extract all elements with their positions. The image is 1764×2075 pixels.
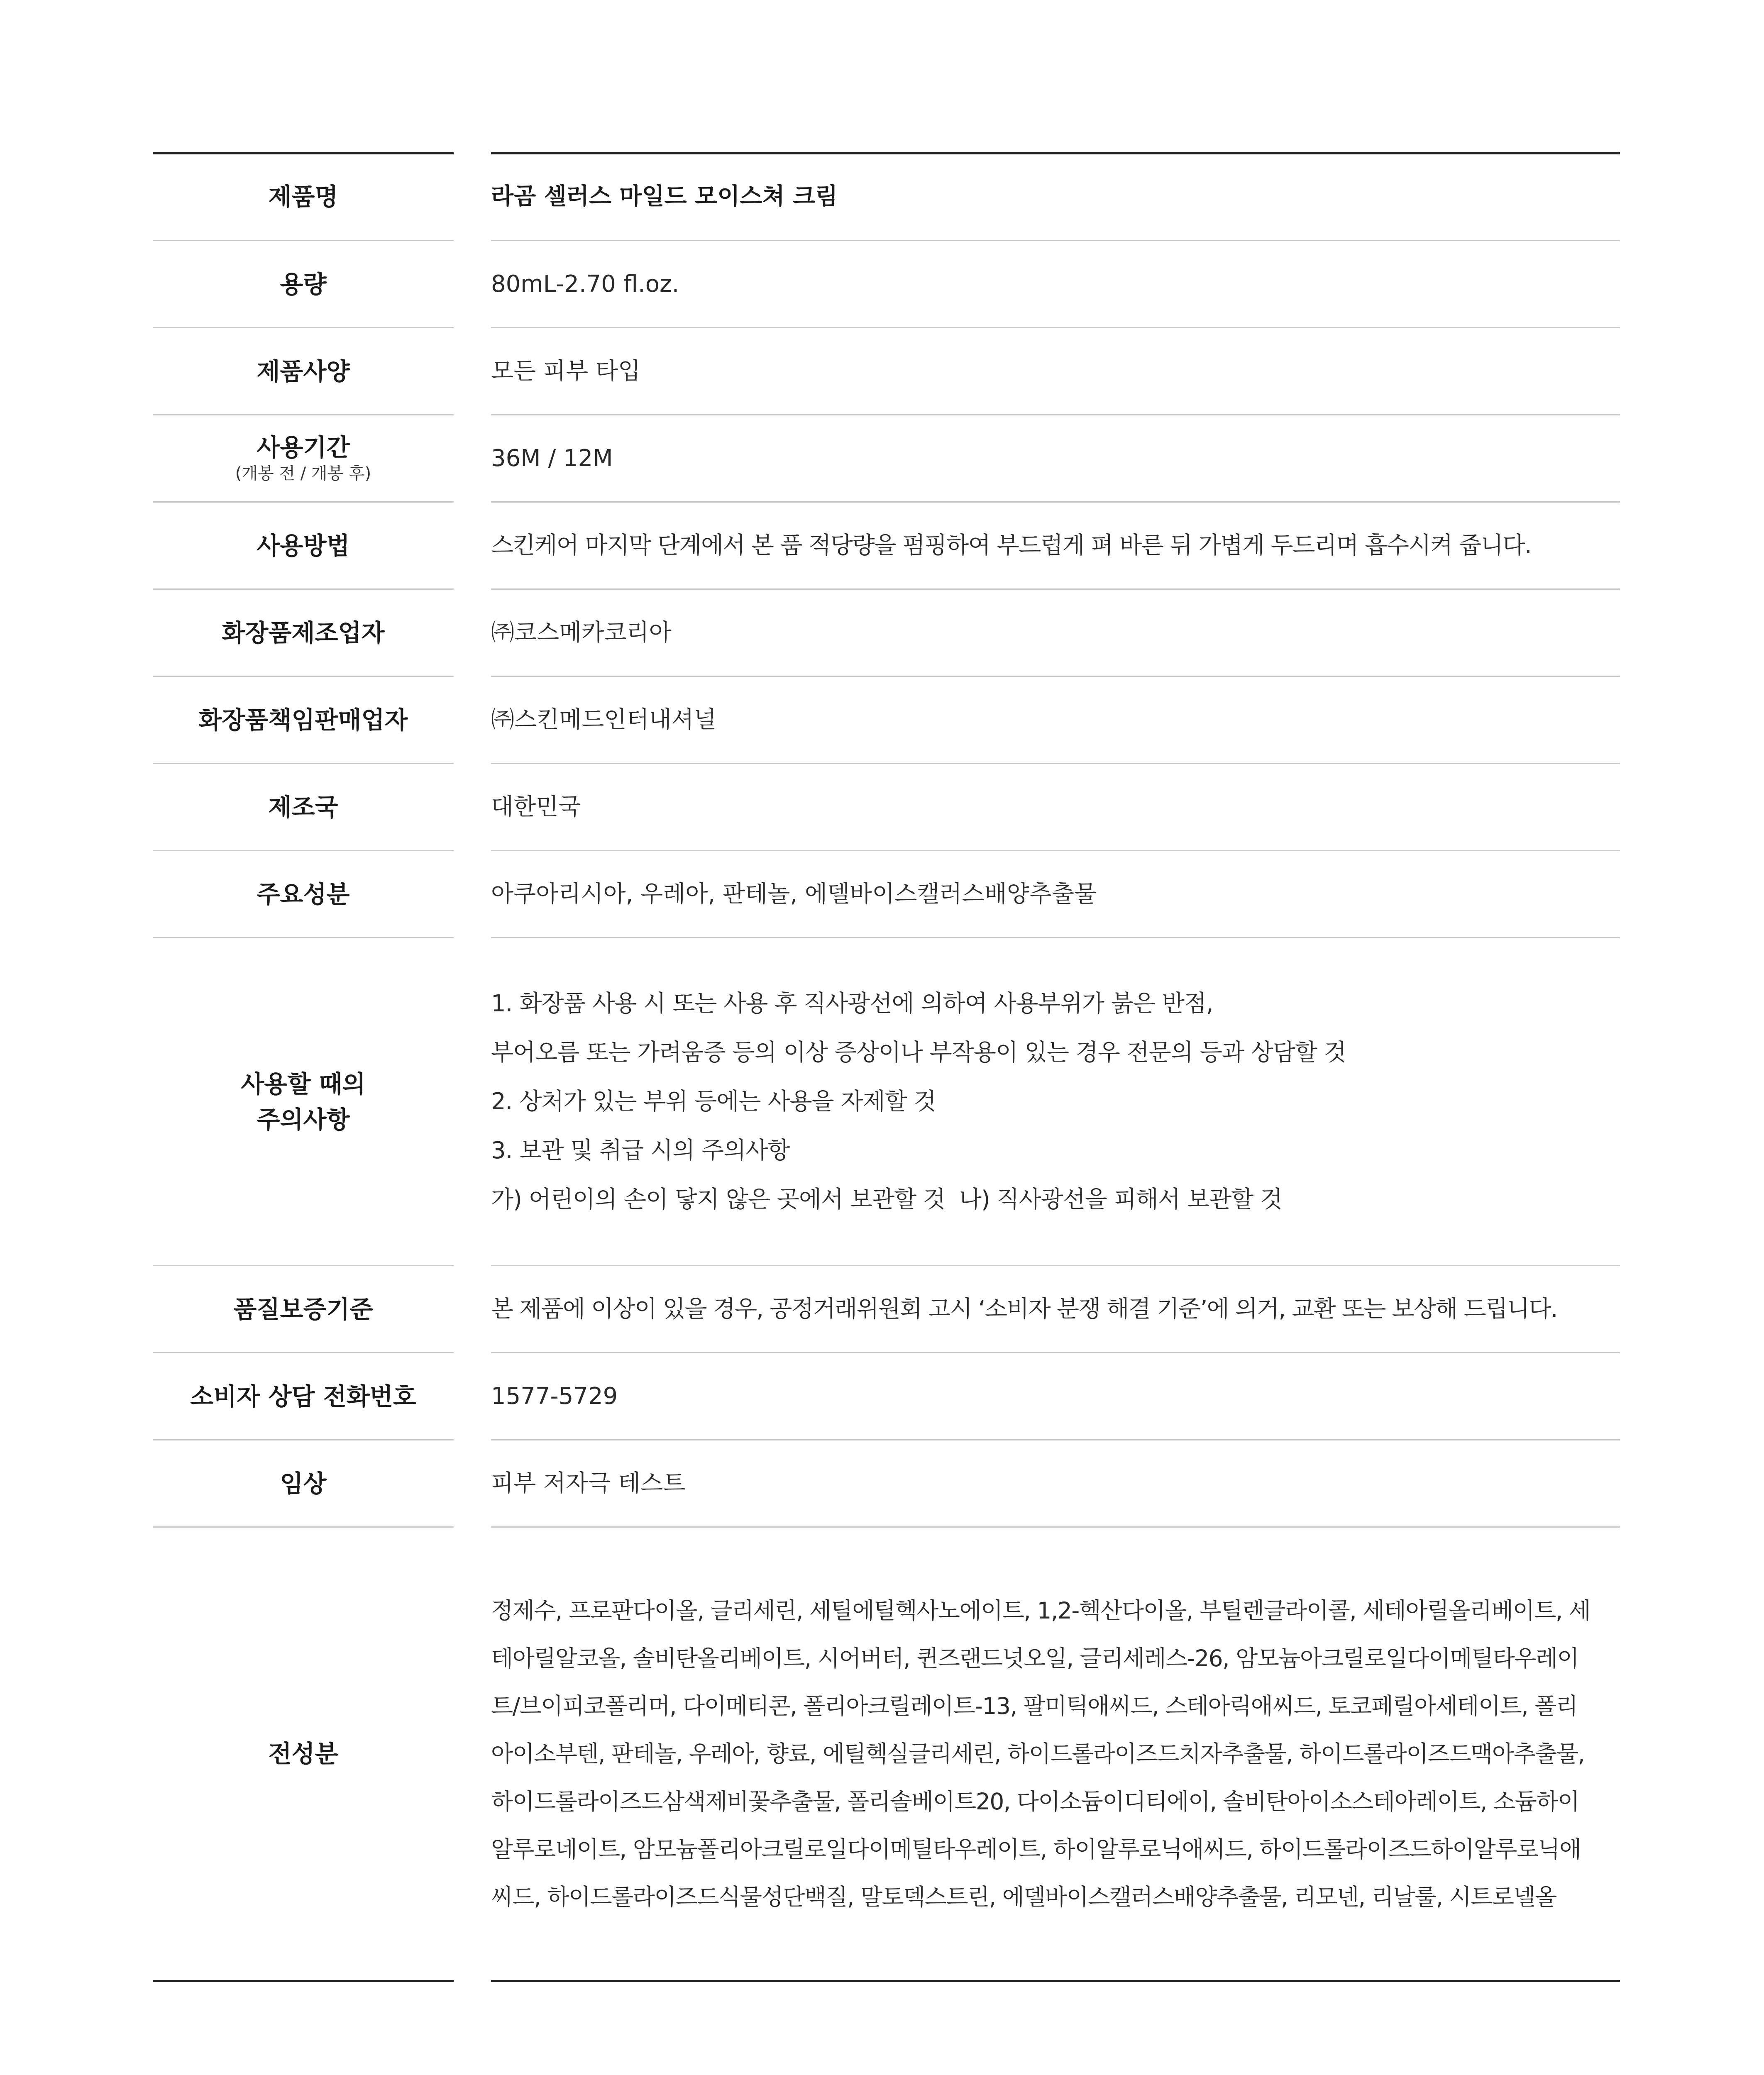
value-text: 1577-5729	[491, 1382, 618, 1410]
row-manufacturer	[0, 590, 1764, 676]
label-text: 임상	[280, 1469, 327, 1498]
row-product-name	[0, 154, 1764, 240]
row-usage-period	[0, 415, 1764, 501]
row-value	[491, 677, 1620, 763]
row-value	[491, 851, 1620, 937]
ingredient-line: 아이소부텐, 판테놀, 우레아, 향료, 에틸헥실글리세린, 하이드롤라이즈드치자추출물, 하이드롤라이즈드맥아추출물,	[491, 1740, 1585, 1767]
value-text: 대한민국	[491, 793, 581, 820]
row-volume	[0, 241, 1764, 327]
row-value	[491, 154, 1620, 240]
value-text: ㈜코스메카코리아	[491, 619, 672, 646]
table-bottom-rule-left	[153, 1980, 454, 1982]
label-text: 품질보증기준	[233, 1295, 373, 1323]
label-text: 화장품제조업자	[222, 618, 385, 647]
ingredient-line: 테아릴알코올, 솔비탄올리베이트, 시어버터, 퀸즈랜드넛오일, 글리세레스-26, 암모늄아크릴로일다이메틸타우레이	[491, 1645, 1579, 1672]
label-subtext: (개봉 전 / 개봉 후)	[235, 464, 371, 483]
row-spec	[0, 328, 1764, 414]
row-label	[153, 851, 454, 937]
label-text: 사용할 때의	[241, 1069, 366, 1098]
row-value	[491, 1440, 1620, 1526]
value-text: 피부 저자극 테스트	[491, 1470, 686, 1497]
row-full-ingredients	[0, 1528, 1764, 1980]
row-usage-method	[0, 503, 1764, 588]
precaution-line: 3. 보관 및 취급 시의 주의사항	[491, 1137, 790, 1164]
value-text: 라곰 셀러스 마일드 모이스쳐 크림	[491, 183, 838, 210]
precaution-line: 1. 화장품 사용 시 또는 사용 후 직사광선에 의하여 사용부위가 붉은 반점,	[491, 990, 1213, 1017]
row-value	[491, 590, 1620, 676]
row-label	[153, 503, 454, 588]
row-value	[491, 328, 1620, 414]
value-text: 아쿠아리시아, 우레아, 판테놀, 에델바이스캘러스배양추출물	[491, 880, 1097, 908]
row-quality-standard	[0, 1266, 1764, 1352]
label-text: 화장품책임판매업자	[198, 706, 408, 734]
label-text: 제조국	[268, 793, 338, 821]
row-label	[153, 1266, 454, 1352]
label-text: 주요성분	[257, 880, 350, 908]
precaution-line: 2. 상처가 있는 부위 등에는 사용을 자제할 것	[491, 1088, 936, 1115]
label-text: 사용방법	[257, 531, 350, 560]
row-value	[491, 241, 1620, 327]
row-distributor	[0, 677, 1764, 763]
ingredient-line: 하이드롤라이즈드삼색제비꽃추출물, 폴리솔베이트20, 다이소듐이디티에이, 솔비탄아이소스테아레이트, 소듐하이	[491, 1788, 1579, 1815]
row-label	[153, 938, 454, 1265]
label-text: 제품명	[268, 183, 338, 211]
label-text: 제품사양	[257, 357, 350, 386]
value-text: 스킨케어 마지막 단계에서 본 품 적당량을 펌핑하여 부드럽게 펴 바른 뒤 가볍게 두드리며 흡수시켜 줍니다.	[491, 532, 1532, 559]
value-text: 36M / 12M	[491, 444, 613, 472]
ingredient-line: 트/브이피코폴리머, 다이메티콘, 폴리아크릴레이트-13, 팔미틱애씨드, 스테아릭애씨드, 토코페릴아세테이트, 폴리	[491, 1692, 1578, 1719]
row-clinical	[0, 1440, 1764, 1526]
row-consumer-phone	[0, 1353, 1764, 1439]
row-label	[153, 1528, 454, 1980]
value-text: 본 제품에 이상이 있을 경우, 공정거래위원회 고시 ‘소비자 분쟁 해결 기준’에 의거, 교환 또는 보상해 드립니다.	[491, 1295, 1557, 1323]
row-precautions	[0, 938, 1764, 1265]
row-label	[153, 1353, 454, 1439]
ingredient-line: 정제수, 프로판다이올, 글리세린, 세틸에틸헥사노에이트, 1,2-헥산다이올, 부틸렌글라이콜, 세테아릴올리베이트, 세	[491, 1597, 1591, 1624]
value-text: 80mL-2.70 fl.oz.	[491, 270, 679, 298]
row-label	[153, 590, 454, 676]
row-label	[153, 1440, 454, 1526]
precaution-line: 부어오름 또는 가려움증 등의 이상 증상이나 부작용이 있는 경우 전문의 등과 상담할 것	[491, 1039, 1346, 1066]
label-text: 전성분	[268, 1740, 338, 1768]
label-text: 사용기간	[257, 433, 350, 461]
value-text: ㈜스킨메드인터내셔널	[491, 706, 716, 733]
row-value	[491, 503, 1620, 588]
row-label	[153, 415, 454, 501]
row-value	[491, 1528, 1620, 1980]
label-text: 용량	[280, 270, 327, 298]
row-label	[153, 677, 454, 763]
table-bottom-rule-right	[491, 1980, 1620, 1982]
row-value	[491, 938, 1620, 1265]
value-text: 모든 피부 타입	[491, 357, 641, 385]
row-label	[153, 154, 454, 240]
row-value	[491, 1266, 1620, 1352]
row-label	[153, 764, 454, 850]
precaution-line: 가) 어린이의 손이 닿지 않은 곳에서 보관할 것 나) 직사광선을 피해서 보관할 것	[491, 1186, 1283, 1213]
row-label	[153, 328, 454, 414]
row-country	[0, 764, 1764, 850]
row-value	[491, 1353, 1620, 1439]
row-value	[491, 415, 1620, 501]
label-text: 소비자 상담 전화번호	[190, 1382, 416, 1411]
row-label	[153, 241, 454, 327]
ingredient-line: 알루로네이트, 암모늄폴리아크릴로일다이메틸타우레이트, 하이알루로닉애씨드, 하이드롤라이즈드하이알루로닉애	[491, 1836, 1581, 1863]
ingredient-line: 씨드, 하이드롤라이즈드식물성단백질, 말토덱스트린, 에델바이스캘러스배양추출물, 리모넨, 리날룰, 시트로넬올	[491, 1883, 1556, 1910]
label-text: 주의사항	[257, 1105, 350, 1134]
row-value	[491, 764, 1620, 850]
row-key-ingredients	[0, 851, 1764, 937]
